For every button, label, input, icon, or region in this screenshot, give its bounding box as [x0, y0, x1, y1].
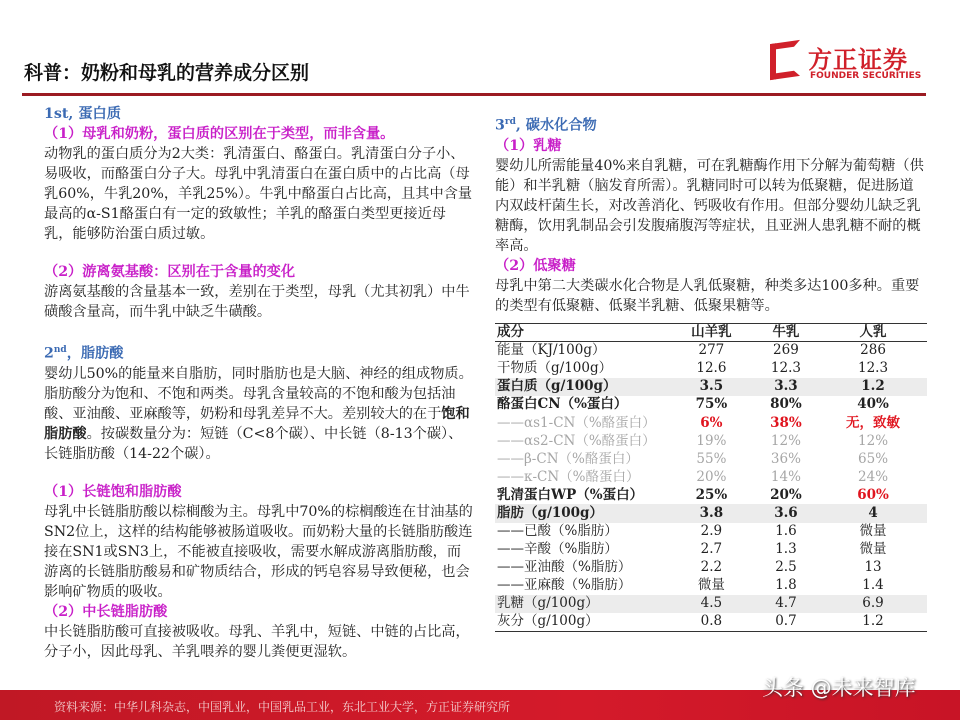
- table-cell: 12.3: [858, 360, 889, 377]
- row-label: ——辛酸（%脂肪）: [497, 541, 618, 558]
- row-label: ——亚麻酸（%脂肪）: [497, 577, 632, 594]
- table-row: [495, 396, 927, 414]
- section-title: , 碳水化合物: [515, 117, 597, 134]
- table-row: [495, 414, 927, 432]
- section-number: 2: [44, 345, 54, 362]
- text: 婴幼儿50%的能量来自脂肪，同时脂肪也是大脑、神经的组成物质。脂肪酸分为饱和、不饱和两类。母乳含量较高的不饱和酸为包括油酸、亚油酸、亚麻酸等，奶粉和母乳差异不大。差别较大的在于: [44, 365, 473, 422]
- table-cell: 1.8: [775, 577, 797, 594]
- subheading: （2）低聚糖: [495, 257, 576, 274]
- table-cell: 微量: [859, 523, 887, 540]
- subheading: （1）乳糖: [495, 137, 562, 154]
- row-label: 酪蛋白CN（%蛋白）: [497, 396, 628, 413]
- bold-text: 饱和脂肪酸: [44, 405, 470, 442]
- subheading: （2）中长链脂肪酸: [44, 603, 168, 620]
- table-cell: 2.5: [775, 559, 797, 576]
- table-cell: 12%: [858, 432, 889, 449]
- paragraph: 动物乳的蛋白质分为2大类：乳清蛋白、酪蛋白。乳清蛋白分子小、易吸收，而酪蛋白分子大。母乳中乳清蛋白在蛋白质中的占比高（母乳60%，牛乳20%，羊乳25%）。牛乳中酪蛋白占比高，且其中含量最高的α-S1酪蛋白有一定的致敏性；羊乳的酪蛋白类型更接近母乳，能够防治蛋白质过敏。: [44, 146, 473, 242]
- table-cell: 微量: [859, 541, 887, 558]
- table-row: [495, 378, 927, 396]
- table-cell: 38%: [770, 414, 802, 431]
- table-cell: 286: [860, 342, 886, 359]
- row-label: ——αs1-CN（%酪蛋白）: [497, 414, 656, 431]
- page-title: 科普：奶粉和母乳的营养成分区别: [24, 62, 310, 84]
- table-cell: 6%: [700, 414, 723, 431]
- table-cell: 2.2: [700, 559, 723, 576]
- column-header: 成分: [495, 324, 670, 342]
- table-cell: 6.9: [819, 595, 927, 613]
- table-cell: 20%: [770, 486, 802, 503]
- table-row: [495, 559, 927, 577]
- row-label: ——已酸（%脂肪）: [497, 523, 618, 540]
- table-cell: 40%: [857, 396, 889, 413]
- table-cell: 277: [698, 342, 725, 359]
- section-number: 1st,: [44, 106, 74, 122]
- section-heading-carbohydrate: [495, 112, 927, 136]
- table-cell: 无，致敏: [846, 414, 901, 431]
- table-row: [495, 450, 927, 468]
- paragraph: [44, 364, 474, 464]
- table-cell: 2.7: [700, 541, 723, 558]
- table-cell: 80%: [770, 396, 802, 413]
- table-cell: 2.9: [700, 523, 723, 540]
- source-note: 资料来源：中华儿科杂志，中国乳业，中国乳品工业，东北工业大学，方正证券研究所: [54, 700, 511, 714]
- paragraph: 母乳中长链脂肪酸以棕榈酸为主。母乳中70%的棕榈酸连在甘油基的SN2位上，这样的结构能够被肠道吸收。而奶粉大量的长链脂肪酸连接在SN1或SN3上，不能被直接吸收，需要水解成游离脂肪酸，而游离的长链脂肪酸易和矿物质结合，形成的钙皂容易导致便秘，也会影响矿物质的吸收。: [44, 503, 473, 600]
- table-cell: 3.3: [753, 378, 819, 396]
- table-cell: 1.6: [775, 523, 797, 540]
- table-cell: 0.7: [775, 613, 797, 630]
- table-cell: 12.3: [770, 360, 801, 377]
- row-label: ——αs2-CN（%酪蛋白）: [497, 432, 656, 449]
- table-cell: 75%: [695, 396, 728, 413]
- ordinal-suffix: nd: [53, 345, 67, 355]
- section-title: ，脂肪酸: [66, 345, 124, 362]
- table-cell: 60%: [857, 486, 889, 503]
- table-row: [495, 577, 927, 595]
- paragraph: 婴幼儿所需能量40%来自乳糖，可在乳糖酶作用下分解为葡萄糖（供能）和半乳糖（脑发育所需）。乳糖同时可以转为低聚糖，促进肠道内双歧杆菌生长，对改善消化、钙吸收有作用。但部分婴幼儿缺乏乳糖酶，饮用乳制品会引发腹痛腹泻等症状，且亚洲人患乳糖不耐的概率高。: [495, 157, 924, 254]
- table-cell: 3.8: [670, 504, 753, 522]
- table-cell: 269: [773, 342, 799, 359]
- table-cell: 13: [864, 559, 882, 576]
- table-cell: 0.8: [700, 613, 723, 630]
- paragraph: 游离氨基酸的含量基本一致，差别在于类型，母乳（尤其初乳）中牛磺酸含量高，而牛乳中缺乏牛磺酸。: [44, 284, 470, 320]
- table-cell: 4: [819, 504, 927, 522]
- row-label: 能量（KJ/100g）: [497, 342, 606, 359]
- table-cell: 19%: [696, 432, 727, 449]
- section-heading-protein: [44, 104, 474, 124]
- table-row: [495, 504, 927, 522]
- table-cell: 4.7: [753, 595, 819, 613]
- logo-cn-text: 方正证券: [808, 46, 908, 74]
- watermark: 头条 @未来智库: [762, 676, 916, 700]
- table-header-row: [495, 324, 927, 342]
- subheading: （1）长链饱和脂肪酸: [44, 483, 182, 500]
- table-cell: 3.5: [670, 378, 753, 396]
- left-column: [44, 104, 474, 662]
- subheading: （1）母乳和奶粉，蛋白质的区别在于类型，而非含量。: [44, 126, 395, 142]
- column-header: 山羊乳: [670, 324, 753, 342]
- table-cell: 24%: [858, 468, 889, 485]
- right-column: [495, 112, 927, 316]
- table-row: [495, 486, 927, 504]
- table-cell: 25%: [695, 486, 728, 503]
- text: 。按碳数量分为：短链（C<8个碳）、中长链（8-13个碳）、长链脂肪酸（14-22个碳）。: [44, 425, 463, 462]
- row-label: 蛋白质（g/100g）: [495, 378, 670, 396]
- column-header: 牛乳: [753, 324, 819, 342]
- row-label: ——β-CN（%酪蛋白）: [497, 450, 639, 467]
- table-cell: 65%: [858, 450, 889, 467]
- nutrition-comparison-table: [495, 323, 927, 632]
- table-row: [495, 613, 927, 631]
- table-cell: 1.2: [862, 613, 884, 630]
- paragraph: 母乳中第二大类碳水化合物是人乳低聚糖，种类多达100多种。重要的类型有低聚糖、低聚半乳糖、低聚果糖等。: [495, 277, 920, 314]
- table-cell: 12%: [770, 432, 801, 449]
- row-label: 乳清蛋白WP（%蛋白）: [497, 486, 644, 503]
- table-row: [495, 360, 927, 378]
- row-label: 乳糖（g/100g）: [495, 595, 670, 613]
- table-row: [495, 523, 927, 541]
- logo-mark-icon: [770, 40, 800, 80]
- title-divider: [22, 93, 926, 96]
- table-cell: 1.2: [819, 378, 927, 396]
- row-label: 脂肪（g/100g）: [495, 504, 670, 522]
- table-row: [495, 595, 927, 613]
- ordinal-suffix: rd: [504, 117, 516, 127]
- table-cell: 12.6: [696, 360, 727, 377]
- section-title: 蛋白质: [78, 106, 121, 122]
- row-label: ——亚油酸（%脂肪）: [497, 559, 632, 576]
- column-header: 人乳: [819, 324, 927, 342]
- paragraph: 中长链脂肪酸可直接被吸收。母乳、羊乳中，短链、中链的占比高，分子小，因此母乳、羊乳喂养的婴儿粪便更湿软。: [44, 623, 470, 660]
- table-cell: 微量: [697, 577, 725, 594]
- founder-securities-logo: [770, 40, 930, 84]
- row-label: ——κ-CN（%酪蛋白）: [497, 468, 640, 485]
- table-row: [495, 432, 927, 450]
- section-heading-fatty-acid: [44, 340, 474, 364]
- table-row: [495, 541, 927, 559]
- table-cell: 36%: [770, 450, 801, 467]
- row-label: 灰分（g/100g）: [497, 613, 599, 630]
- table-row: [495, 468, 927, 486]
- table-cell: 1.4: [862, 577, 884, 594]
- table-row: [495, 342, 927, 360]
- subheading: （2）游离氨基酸：区别在于含量的变化: [44, 264, 296, 280]
- logo-en-text: FOUNDER SECURITIES: [810, 71, 922, 81]
- table-cell: 3.6: [753, 504, 819, 522]
- section-number: 3: [495, 117, 505, 134]
- table-cell: 55%: [696, 450, 727, 467]
- table-cell: 1.3: [775, 541, 797, 558]
- table-cell: 20%: [696, 468, 727, 485]
- table-cell: 14%: [770, 468, 801, 485]
- table-cell: 4.5: [670, 595, 753, 613]
- row-label: 干物质（g/100g）: [497, 360, 613, 377]
